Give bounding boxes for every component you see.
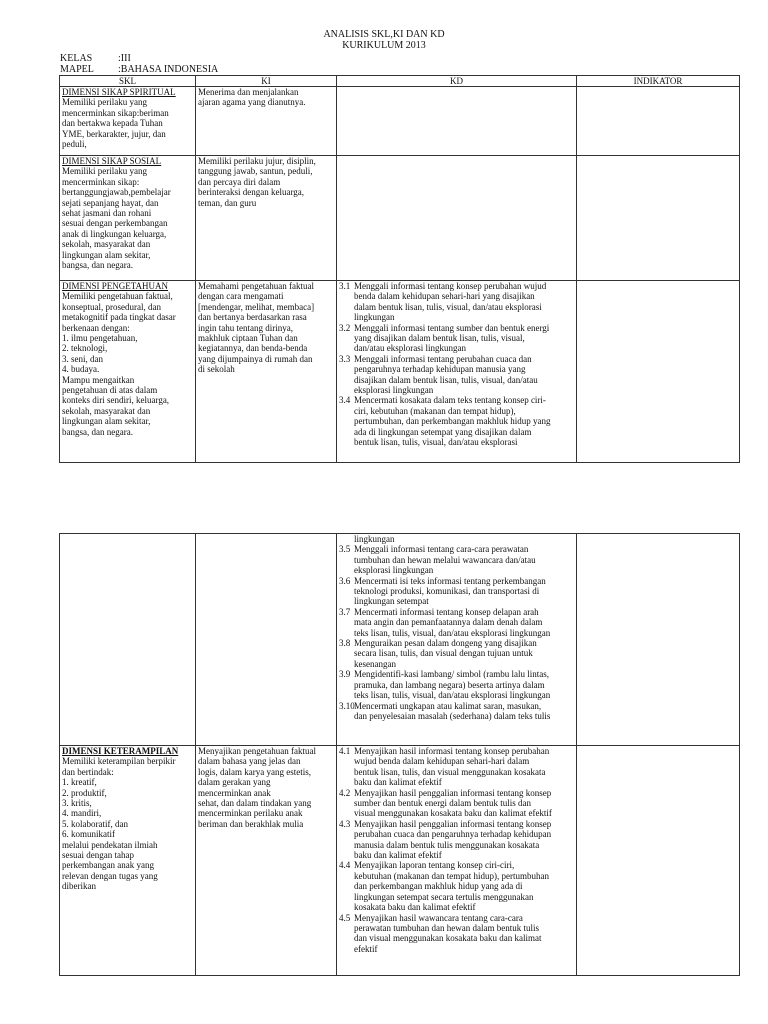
kd-cell bbox=[337, 534, 577, 746]
mapel-label: MAPEL bbox=[60, 64, 94, 75]
kelas-value: :III bbox=[118, 53, 131, 64]
column-header-kd: KD bbox=[337, 76, 577, 87]
column-header-ki: KI bbox=[196, 76, 337, 87]
kd-item bbox=[339, 607, 574, 638]
kd-number: 4.4 bbox=[339, 860, 351, 871]
kd-text: Menguraikan pesan dalam dongeng yang disajikan secara lisan, tulis, dan visual dengan tujuan untuk kesenangan bbox=[354, 638, 537, 669]
kd-item bbox=[339, 395, 574, 447]
kd-cell bbox=[337, 156, 577, 281]
skl-text: Memiliki keterampilan berpikir dan bertindak: 1. kreatif, 2. produktif, 3. kritis, 4. mandiri, 5. kolaboratif, dan 6. komunikatif melalui pendekatan ilmiah sesuai dengan tahap perkembangan anak yang relevan dengan tugas yang diberikan bbox=[62, 756, 176, 892]
kd-text: Menyajikan hasil wawancara tentang cara-cara perawatan tumbuhan dan hewan dalam bentuk tulis dan visual menggunakan kosakata baku dan kalimat efektif bbox=[354, 912, 542, 954]
kd-text: Menyajikan hasil informasi tentang konsep perubahan wujud benda dalam kehidupan sehari-hari dalam bentuk lisan, tulis, dan visual menggunakan kosakata baku dan kalimat efektif bbox=[354, 746, 550, 788]
skl-text: Memiliki pengetahuan faktual, konseptual, prosedural, dan metakognitif pada tingkat dasar berkenaan dengan: 1. ilmu pengetahuan, 2. teknologi, 3. seni, dan 4. budaya. Mampu mengaitkan pengetahuan di atas dalam konteks diri sendiri, keluarga, sekolah, masyarakat dan lingkungan alam sekitar, bangsa, dan negara. bbox=[62, 291, 176, 437]
dimension-title: DIMENSI SIKAP SPIRITUAL bbox=[62, 87, 176, 97]
kd-number: 3.1 bbox=[339, 281, 351, 291]
analysis-table-page2 bbox=[59, 533, 740, 976]
kd-number: 4.3 bbox=[339, 818, 351, 829]
document-subtitle: KURIKULUM 2013 bbox=[342, 40, 426, 51]
skl-cell bbox=[60, 746, 196, 976]
indikator-cell bbox=[577, 534, 740, 746]
kelas-line bbox=[60, 53, 131, 64]
table-row-keterampilan bbox=[60, 746, 740, 976]
skl-cell bbox=[60, 87, 196, 156]
skl-text: Memiliki perilaku yang mencerminkan sikap:beriman dan bertakwa kepada Tuhan YME, berkarakter, jujur, dan peduli, bbox=[62, 97, 169, 150]
ki-cell: Memiliki perilaku jujur, disiplin, tanggung jawab, santun, peduli, dan percaya diri dalam berinteraksi dengan keluarga, teman, dan guru bbox=[196, 156, 337, 281]
kd-text: Menyajikan hasil penggalian informasi tentang konsep sumber dan bentuk energi dalam bentuk tulis dan visual menggunakan kosakata baku dan kalimat efektif bbox=[354, 787, 552, 819]
kd-number: 3.7 bbox=[339, 606, 351, 617]
indikator-cell bbox=[577, 281, 740, 463]
kd-item bbox=[339, 638, 574, 669]
table-row-sosial bbox=[60, 156, 740, 281]
kd-item bbox=[339, 281, 574, 323]
ki-cell bbox=[196, 534, 337, 746]
table-row-pengetahuan bbox=[60, 281, 740, 463]
kd-number: 3.3 bbox=[339, 353, 351, 364]
mapel-value: :BAHASA INDONESIA bbox=[118, 64, 219, 75]
dimension-title: DIMENSI SIKAP SOSIAL bbox=[62, 156, 162, 166]
ki-cell: Memahami pengetahuan faktual dengan cara mengamati [mendengar, melihat, membaca] dan bertanya berdasarkan rasa ingin tahu tentang dirinya, makhluk ciptaan Tuhan dan kegiatannya, dan benda-benda yang dijumpainya di rumah dan di sekolah bbox=[196, 281, 337, 463]
kd-text: Menggali informasi tentang perubahan cuaca dan pengaruhnya terhadap kehidupan manusia yang disajikan dalam bentuk lisan, tulis, visual, dan/atau eksplorasi lingkungan bbox=[354, 353, 538, 396]
kd-number: 3.10 bbox=[339, 700, 355, 711]
kd-item bbox=[339, 746, 574, 788]
kd-cell bbox=[337, 746, 577, 976]
kd-cell bbox=[337, 281, 577, 463]
kd-number: 4.5 bbox=[339, 912, 351, 923]
skl-cell bbox=[60, 534, 196, 746]
kelas-label: KELAS bbox=[60, 53, 93, 64]
kd-cell bbox=[337, 87, 577, 156]
kd-continuation: lingkungan bbox=[354, 534, 395, 544]
kd-text: Mencermati informasi tentang konsep delapan arah mata angin dan pemanfaatannya dalam denah dalam teks lisan, tulis, visual, dan/atau eksplorasi lingkungan bbox=[354, 606, 551, 638]
kd-text: Mencermati kosakata dalam teks tentang konsep ciri- ciri, kebutuhan (makanan dan tempat hidup), pertumbuhan, dan perkembangan makhluk hidup yang ada di lingkungan setempat yang disajikan dalam bentuk lisan, tulis, visual, dan/atau eksplorasi bbox=[354, 395, 551, 448]
ki-cell: Menyajikan pengetahuan faktual dalam bahasa yang jelas dan logis, dalam karya yang estetis, dalam gerakan yang mencerminkan anak sehat, dan dalam tindakan yang mencerminkan perilaku anak beriman dan berakhlak mulia bbox=[196, 746, 337, 976]
kd-text: Mencermati isi teks informasi tentang perkembangan teknologi produksi, komunikasi, dan transportasi di lingkungan setempat bbox=[354, 575, 546, 607]
table-row-pengetahuan-continued bbox=[60, 534, 740, 746]
kd-text: Menggali informasi tentang konsep perubahan wujud benda dalam kehidupan sehari-hari yang disajikan dalam bentuk lisan, tulis, visual, dan/atau eksplorasi lingkungan bbox=[354, 281, 547, 323]
kd-number: 3.4 bbox=[339, 395, 351, 406]
kd-item bbox=[339, 913, 574, 955]
skl-text: Memiliki perilaku yang mencerminkan sikap: bertanggungjawab,pembelajar sejati sepanjang hayat, dan sehat jasmani dan rohani sesuai dengan perkembangan anak di lingkungan keluarga, sekolah, masyarakat dan lingkungan alam sekitar, bangsa, dan negara. bbox=[62, 166, 171, 271]
kd-text: Menyajikan hasil penggalian informasi tentang konsep perubahan cuaca dan pengaruhnya terhadap kehidupan manusia dalam bentuk tulis menggunakan kosakata baku dan kalimat efektif bbox=[354, 818, 552, 861]
kd-item bbox=[339, 701, 574, 722]
document-title: ANALISIS SKL,KI DAN KD bbox=[323, 29, 445, 40]
kd-item bbox=[339, 860, 574, 912]
ki-cell: Menerima dan menjalankan ajaran agama yang dianutnya. bbox=[196, 87, 337, 156]
kd-number: 4.1 bbox=[339, 746, 351, 756]
kd-item bbox=[339, 576, 574, 607]
kd-item bbox=[339, 354, 574, 396]
mapel-line bbox=[60, 64, 218, 75]
kd-text: Menggali informasi tentang cara-cara perawatan tumbuhan dan hewan melalui wawancara dan/atau eksplorasi lingkungan bbox=[354, 544, 536, 576]
table-header-row bbox=[60, 76, 740, 87]
column-header-indikator: INDIKATOR bbox=[577, 76, 740, 87]
kd-number: 3.5 bbox=[339, 544, 351, 555]
indikator-cell bbox=[577, 156, 740, 281]
kd-text: Mengidentifi-kasi lambang/ simbol (rambu lalu lintas, pramuka, dan lambang negara) beserta artinya dalam teks lisan, tulis, visual, dan/atau eksplorasi lingkungan bbox=[354, 669, 551, 701]
skl-cell bbox=[60, 281, 196, 463]
indikator-cell bbox=[577, 87, 740, 156]
analysis-table-page1 bbox=[59, 75, 740, 463]
kd-number: 3.8 bbox=[339, 638, 351, 649]
dimension-title: DIMENSI KETERAMPILAN bbox=[62, 746, 179, 756]
kd-item bbox=[339, 544, 574, 575]
kd-text: Menggali informasi tentang sumber dan bentuk energi yang disajikan dalam bentuk lisan, tulis, visual, dan/atau eksplorasi lingkungan bbox=[354, 322, 550, 354]
table-row-spiritual bbox=[60, 87, 740, 156]
kd-number: 4.2 bbox=[339, 787, 351, 798]
indikator-cell bbox=[577, 746, 740, 976]
skl-cell bbox=[60, 156, 196, 281]
kd-text: Menyajikan laporan tentang konsep ciri-ciri, kebutuhan (makanan dan tempat hidup), pertumbuhan dan perkembangan makhluk hidup yang ada di lingkungan setempat secara tertulis menggunakan kosakata baku dan kalimat efektif bbox=[354, 860, 549, 913]
dimension-title: DIMENSI PENGETAHUAN bbox=[62, 281, 169, 291]
kd-number: 3.6 bbox=[339, 575, 351, 586]
kd-item bbox=[339, 819, 574, 861]
column-header-skl: SKL bbox=[60, 76, 196, 87]
kd-item bbox=[339, 788, 574, 819]
kd-text: Mencermati ungkapan atau kalimat saran, masukan, dan penyelesaian masalah (sederhana) dalam teks tulis bbox=[354, 700, 551, 721]
kd-number: 3.2 bbox=[339, 322, 351, 333]
kd-item bbox=[339, 669, 574, 700]
kd-item bbox=[339, 323, 574, 354]
kd-number: 3.9 bbox=[339, 669, 351, 680]
